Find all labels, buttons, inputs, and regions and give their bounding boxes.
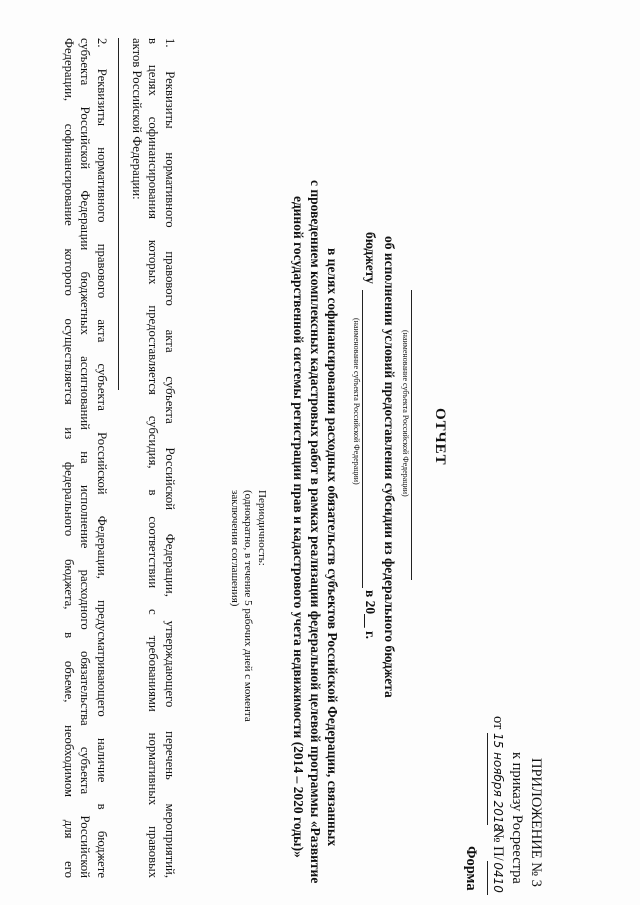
year-label: в 20__ г. xyxy=(363,590,378,640)
handwritten-date: 15 ноября 2018 xyxy=(487,733,507,825)
budget-caption: (наименование субъекта Российской Федерации) xyxy=(352,318,361,485)
section-1-line-3: актов Российской Федерации: xyxy=(129,38,144,200)
report-title: ОТЧЕТ xyxy=(432,408,448,466)
purpose-line-2: с проведением комплексных кадастровых работ в рамках реализации федеральной целевой программы «Развитие xyxy=(308,180,323,884)
subject-caption: (наименование субъекта Российской Федерации) xyxy=(401,330,410,497)
purpose-line-1: в целях софинансирования расходных обязательств субъектов Российской Федерации, связанных xyxy=(325,248,340,847)
budget-label: бюджету xyxy=(363,232,378,284)
form-label: Форма xyxy=(463,846,479,891)
section-2-line-2: субъекта Российской Федерации бюджетных ассигнований на исполнение расходного обязательства субъекта Российской xyxy=(78,38,93,878)
periodicity-line-2: заключения соглашения) xyxy=(229,490,241,607)
number-prefix: № П/ xyxy=(490,828,506,861)
handwritten-number: 0410 xyxy=(487,861,507,895)
section-2 xyxy=(60,38,110,878)
section-1 xyxy=(128,38,178,878)
order-date-line xyxy=(487,716,507,895)
purpose-line-3: единой государственной системы регистрации прав и кадастрового учета недвижимости (2014 – 2020 годы)» xyxy=(291,196,306,858)
subject-name-line xyxy=(411,290,412,580)
section-2-line-1: 2. Реквизиты нормативного правового акта субъекта Российской Федерации, предусматривающего наличие в бюджете xyxy=(95,38,109,878)
appendix-title: ПРИЛОЖЕНИЕ № 3 xyxy=(528,758,544,887)
periodicity-label: Периодичность: xyxy=(256,490,268,566)
date-prefix: от xyxy=(490,716,506,730)
report-line-1: об исполнении условий предоставления субсидии из федерального бюджета xyxy=(382,236,397,698)
section-1-answer-line xyxy=(118,38,119,390)
section-2-line-3: Федерации, софинансирование которого осуществляется из федерального бюджета, в объеме, необходимом для его xyxy=(61,38,76,878)
section-1-line-2: в целях софинансирования которых предоставляется субсидия, в соответствии с требованиями нормативных правовых xyxy=(146,38,161,878)
section-1-line-1: 1. Реквизиты нормативного правового акта субъекта Российской Федерации, утверждающего перечень мероприятий, xyxy=(163,38,177,878)
order-reference: к приказу Росреестра xyxy=(509,752,525,884)
budget-name-line xyxy=(362,290,363,588)
periodicity-line-1: (однократно, в течение 5 рабочих дней с момента xyxy=(242,490,254,722)
